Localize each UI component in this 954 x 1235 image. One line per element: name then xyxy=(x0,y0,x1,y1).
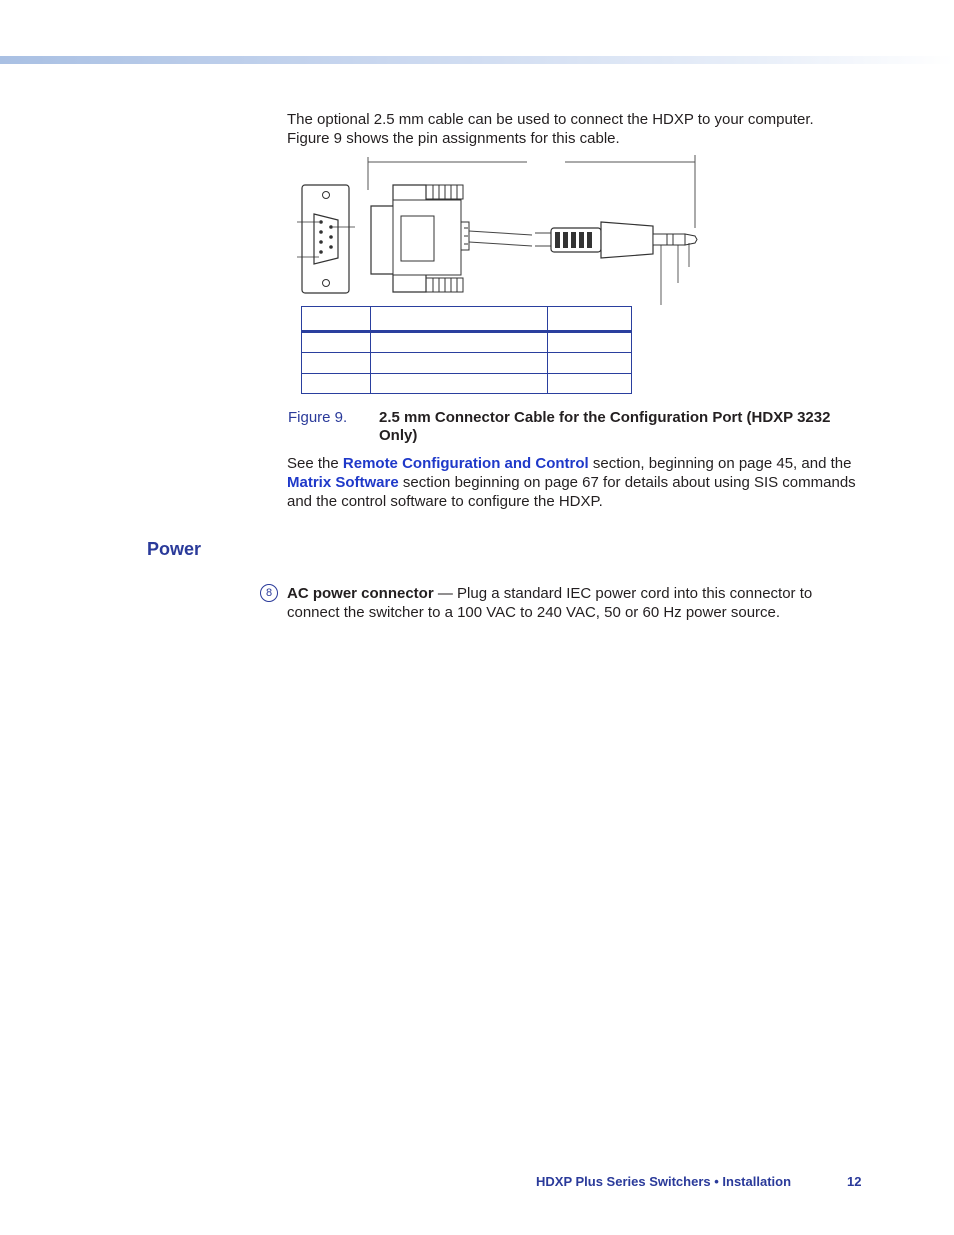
see-also-middle: section, beginning on page 45, and the xyxy=(588,455,852,472)
header-band xyxy=(0,56,954,64)
callout-number-badge: 8 xyxy=(260,584,278,602)
figure-label: Figure 9. xyxy=(288,409,348,426)
footer-title: HDXP Plus Series Switchers • Installation xyxy=(536,1174,792,1189)
table-header-cell xyxy=(370,307,548,332)
matrix-software-link[interactable]: Matrix Software xyxy=(287,474,399,491)
power-item-text: — Plug a standard IEC power cord into this connector to connect the switcher to a 100 VAC to 240 VAC, 50 or 60 Hz power source. xyxy=(287,585,813,621)
table-header-cell xyxy=(302,307,371,332)
table-cell xyxy=(548,332,632,353)
remote-configuration-link[interactable]: Remote Configuration and Control xyxy=(342,455,589,472)
table-header-row xyxy=(302,307,632,332)
pin-assignment-table xyxy=(301,306,632,394)
table-row xyxy=(302,332,632,353)
cable-illustration xyxy=(287,150,707,310)
table-cell xyxy=(370,332,548,353)
cable-diagram xyxy=(287,150,707,310)
table-header-cell xyxy=(548,307,632,332)
table-cell xyxy=(302,332,371,353)
power-item-title: AC power connector xyxy=(287,585,434,602)
page-number: 12 xyxy=(847,1174,862,1189)
table-cell xyxy=(370,373,548,393)
table-cell xyxy=(548,353,632,373)
table-row xyxy=(302,353,632,373)
table-cell xyxy=(302,373,371,393)
see-also-prefix: See the xyxy=(287,455,343,472)
table-cell xyxy=(302,353,371,373)
see-also-suffix: section beginning on page 67 for details about using SIS commands and the control software to configure the HDXP. xyxy=(287,474,856,510)
table-cell xyxy=(548,373,632,393)
figure-caption: 2.5 mm Connector Cable for the Configuration Port (HDXP 3232 Only) xyxy=(379,409,831,444)
table-cell xyxy=(370,353,548,373)
power-item-paragraph xyxy=(287,584,857,622)
section-heading-power: Power xyxy=(147,539,202,559)
table-row xyxy=(302,373,632,393)
see-also-paragraph xyxy=(287,454,857,511)
intro-paragraph: The optional 2.5 mm cable can be used to connect the HDXP to your computer. Figure 9 shows the pin assignments for this cable. xyxy=(287,111,814,147)
